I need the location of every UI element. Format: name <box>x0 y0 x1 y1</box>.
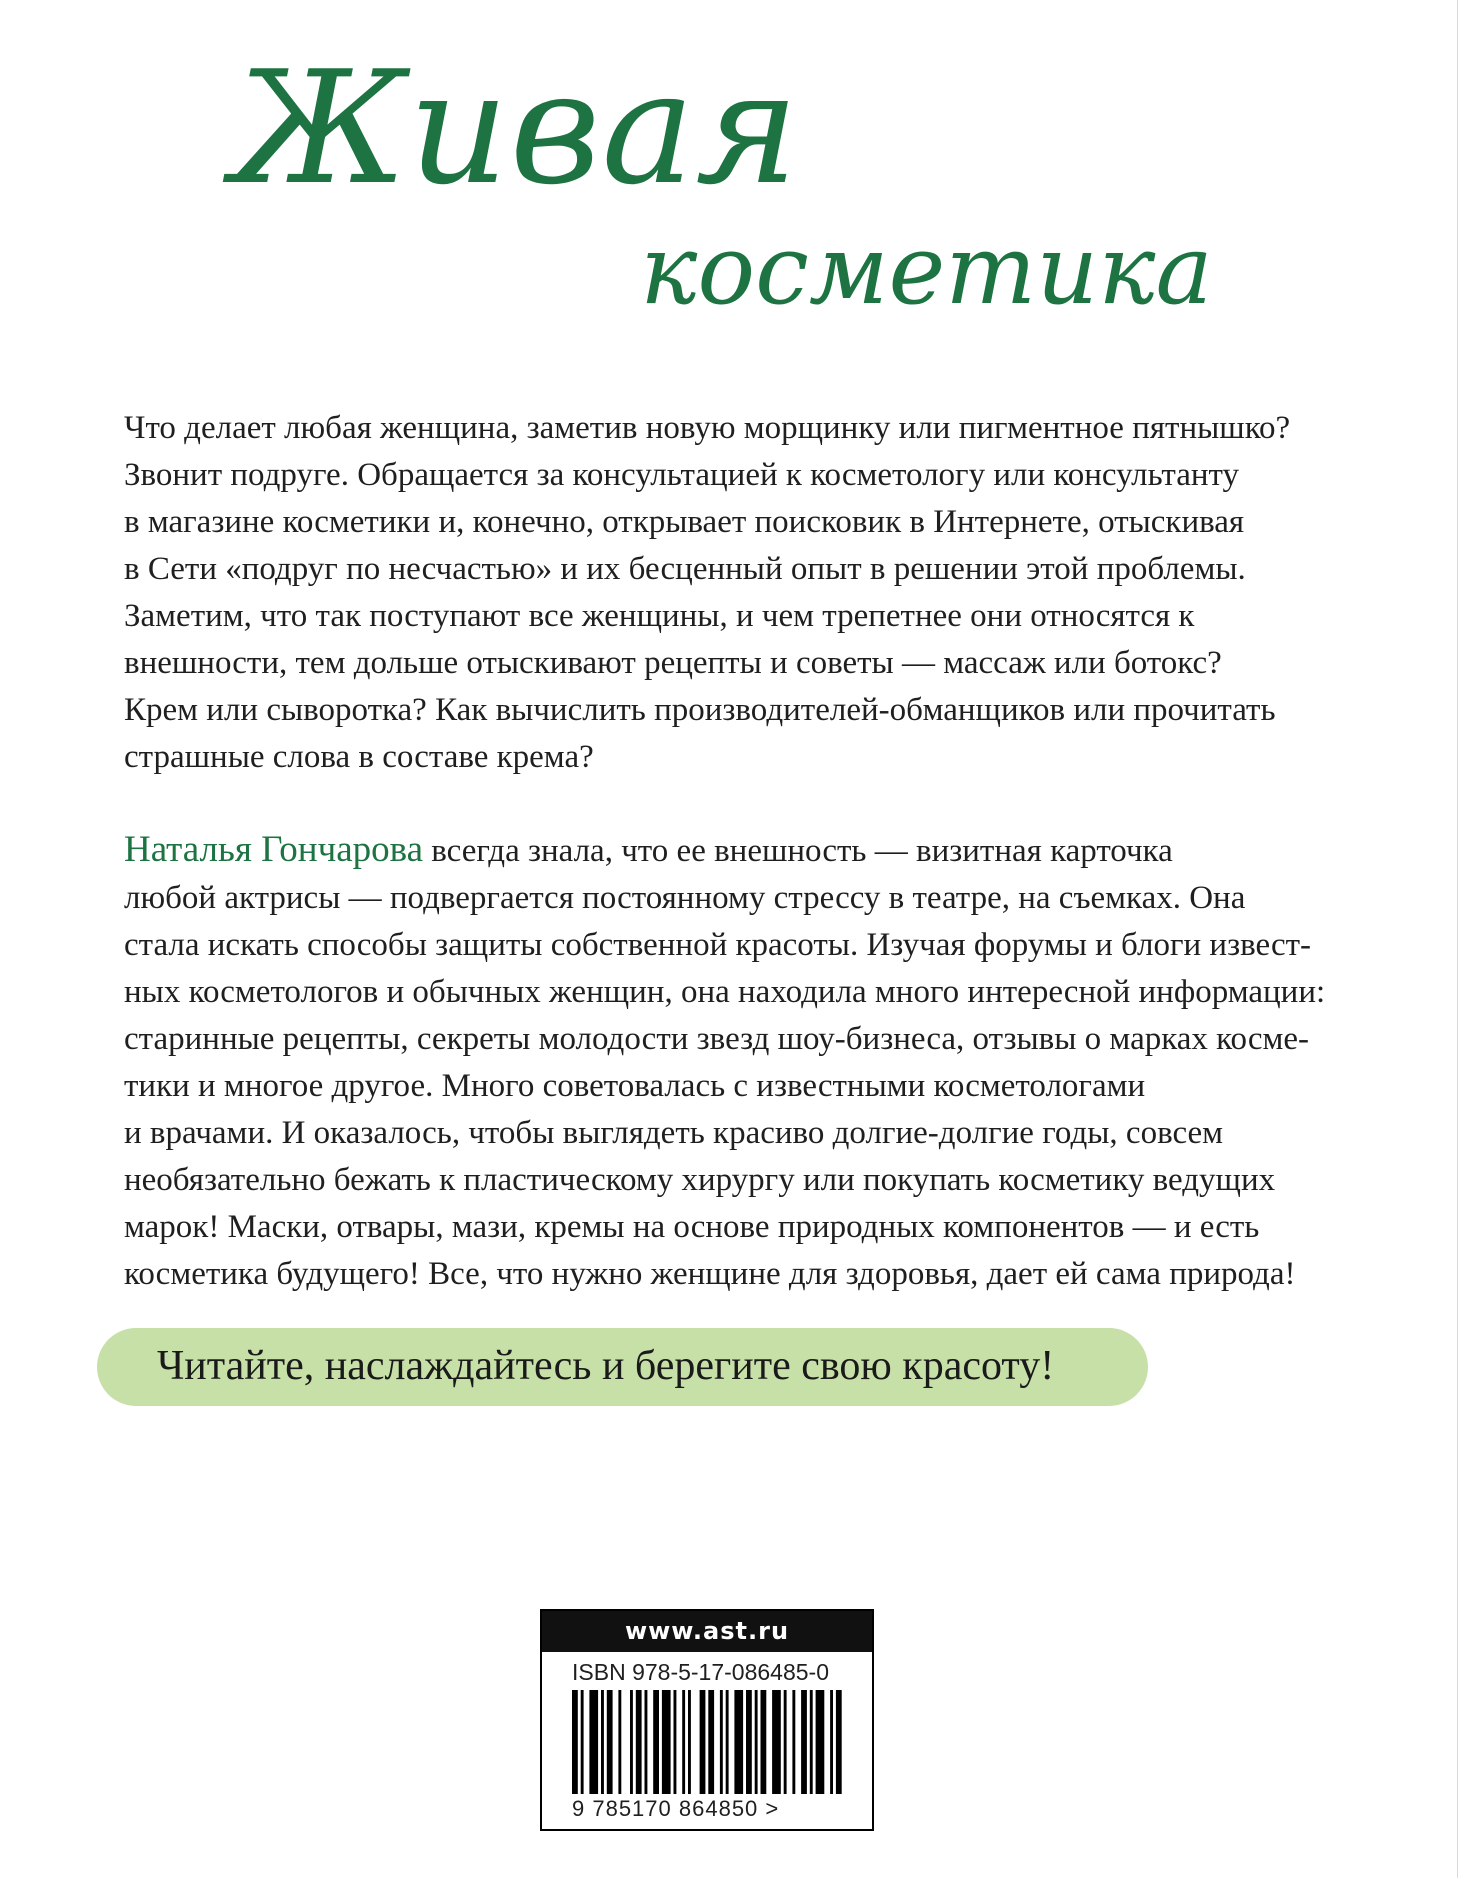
barcode-bar <box>601 1690 604 1794</box>
text-line: любой актрисы — подвергается постоянному стрессу в театре, на съемках. Она <box>124 880 1246 916</box>
barcode-bar <box>792 1690 795 1794</box>
text-line: в Сети «подруг по несчастью» и их бесценный опыт в решении этой проблемы. <box>124 551 1246 587</box>
barcode-bar <box>581 1690 584 1794</box>
author-name: Наталья Гончарова <box>124 829 424 870</box>
book-title-line-1: Живая <box>232 37 800 219</box>
barcode-bar <box>682 1690 685 1794</box>
barcode-bar <box>662 1690 671 1794</box>
barcode-bar <box>589 1690 598 1794</box>
text-line <box>124 826 1324 875</box>
text-line: Заметим, что так поступают все женщины, и чем трепетнее они относятся к <box>124 598 1195 634</box>
text-line: внешности, тем дольше отыскивают рецепты и советы — массаж или ботокс? <box>124 645 1222 681</box>
barcode-bar <box>720 1690 723 1794</box>
barcode-bar <box>836 1690 842 1794</box>
barcode-bar <box>700 1690 706 1794</box>
text-line: тики и многое другое. Много советовалась с известными косметологами <box>124 1068 1146 1104</box>
text-line: Крем или сыворотка? Как вычислить производителей-обманщиков или прочитать <box>124 692 1276 728</box>
barcode-bar <box>645 1690 648 1794</box>
slogan-banner <box>97 1328 1148 1406</box>
barcode-bar <box>746 1690 752 1794</box>
text-line: ных косметологов и обычных женщин, она находила много интересной информации: <box>124 974 1326 1010</box>
barcode-bar <box>607 1690 613 1794</box>
barcode-digits: 9 785170 864850 > <box>572 1796 780 1821</box>
barcode-bar <box>726 1690 729 1794</box>
book-title-line-2: косметика <box>640 214 1213 326</box>
barcode-bar <box>830 1690 833 1794</box>
text-line: косметика будущего! Все, что нужно женщине для здоровья, дает ей сама природа! <box>124 1256 1296 1292</box>
barcode-bar <box>784 1690 787 1794</box>
barcode-bar <box>630 1690 633 1794</box>
text-line: стала искать способы защиты собственной красоты. Изучая форумы и блоги извест- <box>124 927 1312 963</box>
barcode-bar <box>810 1690 813 1794</box>
intro-paragraph <box>124 405 1324 781</box>
text-line: Звонит подруге. Обращается за консультацией к косметологу или консультанту <box>124 457 1240 493</box>
text-line-rest: всегда знала, что ее внешность — визитная карточка <box>423 833 1173 869</box>
barcode-bar <box>688 1690 691 1794</box>
barcode-bar <box>755 1690 758 1794</box>
text-line: страшные слова в составе крема? <box>124 739 594 775</box>
text-line: необязательно бежать к пластическому хирургу или покупать косметику ведущих <box>124 1162 1276 1198</box>
text-line: марок! Маски, отвары, мази, кремы на основе природных компонентов — и есть <box>124 1209 1260 1245</box>
barcode-bar <box>708 1690 714 1794</box>
barcode-bar <box>653 1690 659 1794</box>
barcode-bar <box>618 1690 621 1794</box>
text-line: Что делает любая женщина, заметив новую морщинку или пигментное пятнышко? <box>124 410 1291 446</box>
publisher-url: www.ast.ru <box>542 1611 872 1652</box>
barcode-bar <box>772 1690 781 1794</box>
barcode-bar <box>734 1690 743 1794</box>
text-line: и врачами. И оказалось, чтобы выглядеть красиво долгие-долгие годы, совсем <box>124 1115 1224 1151</box>
text-line: старинные рецепты, секреты молодости звезд шоу-бизнеса, отзывы о марках косме- <box>124 1021 1309 1057</box>
page-edge-line <box>1457 0 1458 1878</box>
barcode-block <box>540 1609 874 1831</box>
slogan-text: Читайте, наслаждайтесь и берегите свою красоту! <box>157 1343 1055 1389</box>
barcode-bar <box>761 1690 767 1794</box>
barcode-bar <box>636 1690 642 1794</box>
author-paragraph <box>124 826 1324 1298</box>
barcode-bar <box>816 1690 825 1794</box>
text-line: в магазине косметики и, конечно, открывает поисковик в Интернете, отыскивая <box>124 504 1245 540</box>
isbn-text: ISBN 978-5-17-086485-0 <box>572 1659 829 1685</box>
barcode-bar <box>674 1690 677 1794</box>
barcode-bar <box>572 1690 578 1794</box>
barcode-bar <box>801 1690 807 1794</box>
barcode-icon <box>572 1690 844 1794</box>
